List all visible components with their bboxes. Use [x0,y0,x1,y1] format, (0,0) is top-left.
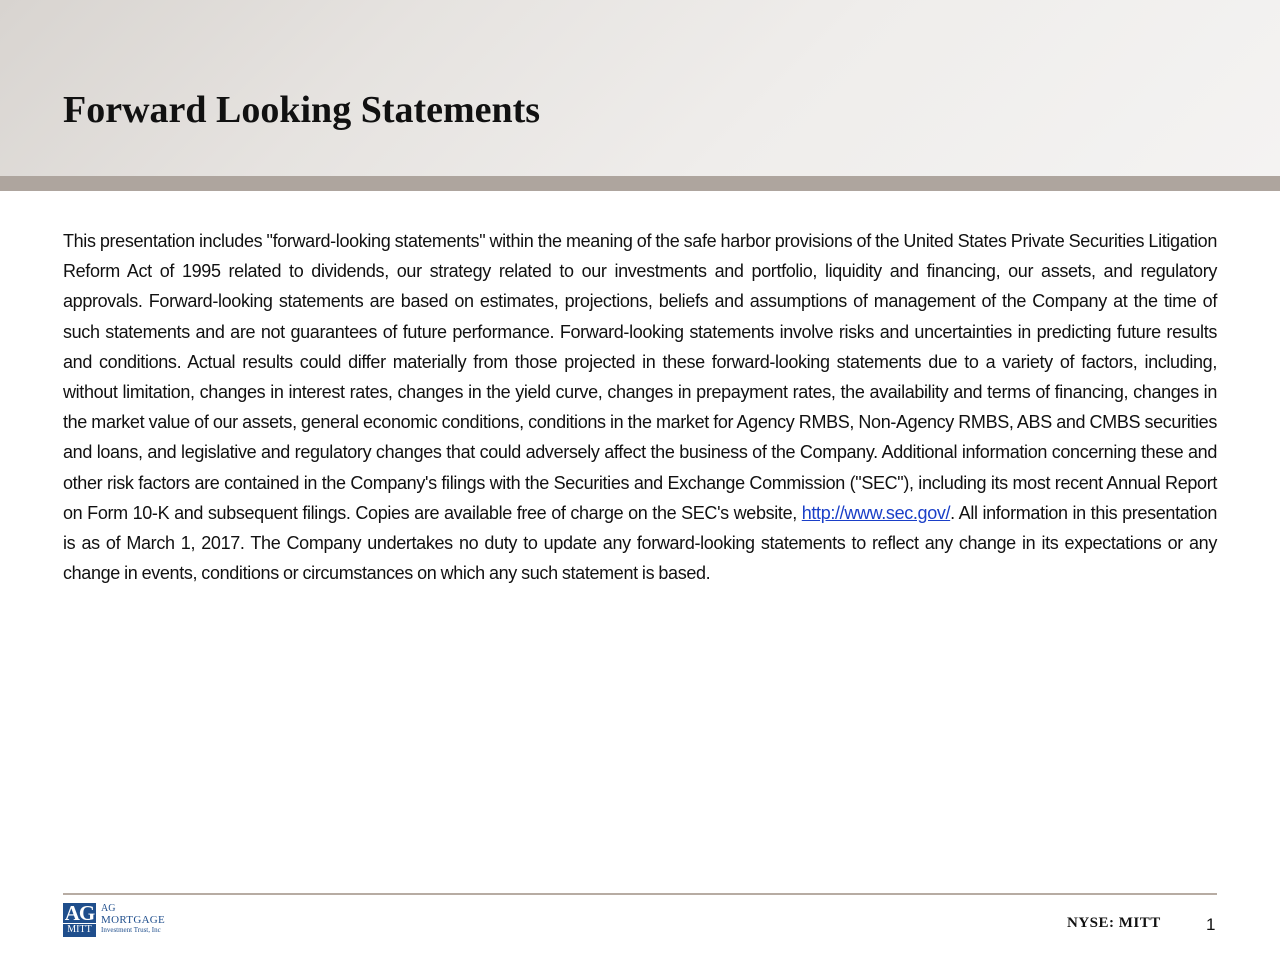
logo-line-trust: Investment Trust, Inc [101,926,161,934]
logo-line-ag: AG [101,903,116,914]
header-divider [0,176,1280,191]
slide-title: Forward Looking Statements [63,89,541,131]
page-number: 1 [1206,915,1216,934]
logo-line-mortgage: MORTGAGE [101,914,166,926]
logo-wordmark [101,903,165,935]
sec-website-link[interactable]: http://www.sec.gov/ [801,502,951,523]
paragraph-text-after-link: . All information in this presentation is as of March 1, 2017. The Company undertakes no duty to update any forward-looking statements to reflect any change in its expectations or any change in events, conditions or circumstances on which any such statement is based. [63,502,1217,584]
footer-divider [63,893,1217,895]
logo-mark-bottom: MITT [63,923,96,936]
forward-looking-paragraph [63,226,1217,588]
stock-ticker: NYSE: MITT [1067,915,1161,931]
paragraph-text-before-link: This presentation includes "forward-looking statements" within the meaning of the safe harbor provisions of the United States Private Securities Litigation Reform Act of 1995 related to dividends, our strategy related to our investments and portfolio, liquidity and financing, our assets, and regulatory approvals. Forward-looking statements are based on estimates, projections, beliefs and assumptions of management of the Company at the time of such statements and are not guarantees of future performance. Forward-looking statements involve risks and uncertainties in predicting future results and conditions. Actual results could differ materially from those projected in these forward-looking statements due to a variety of factors, including, without limitation, changes in interest rates, changes in the yield curve, changes in prepayment rates, the availability and terms of financing, changes in the market value of our assets, general economic conditions, conditions in the market for Agency RMBS, Non-Agency RMBS, ABS and CMBS securities and loans, and legislative and regulatory changes that could adversely affect the business of the Company. Additional information concerning these and other risk factors are contained in the Company's filings with the Securities and Exchange Commission ("SEC"), including its most recent Annual Report on Form 10-K and subsequent filings. Copies are available free of charge on the SEC's website, [63,231,1217,523]
logo-mark [63,903,96,937]
logo-mark-top: AG [64,901,95,925]
company-logo [63,903,203,939]
